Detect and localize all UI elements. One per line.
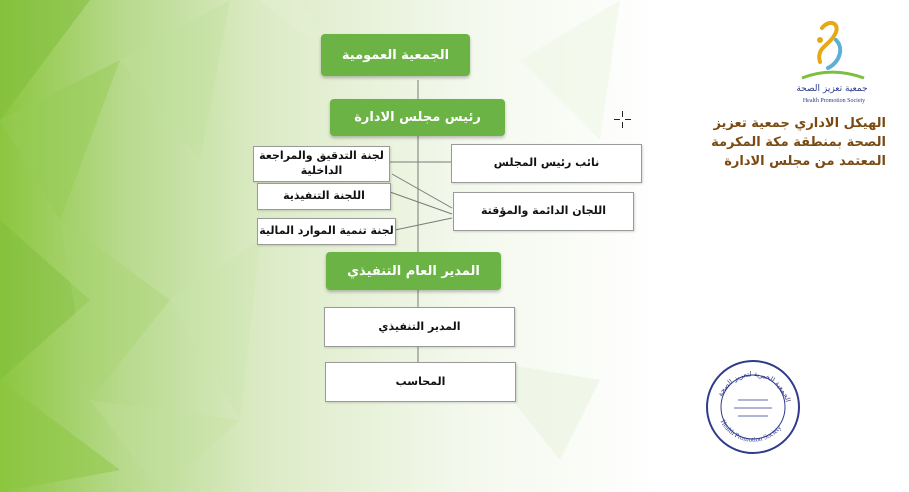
seal-english-text: Health Promotion Society [718, 418, 784, 444]
page-title: الهيكل الاداري جمعية تعزيز الصحة بمنطقة مكة المكرمة المعتمد من مجلس الادارة [711, 116, 886, 169]
accountant-box: المحاسب [325, 362, 516, 402]
vice-chair-box: نائب رئيس المجلس [451, 144, 642, 183]
board-chair-box: رئيس مجلس الادارة [330, 99, 505, 136]
ceo-box: المدير العام التنفيذي [326, 252, 501, 290]
standing-committees-box: اللجان الدائمة والمؤقتة [453, 192, 634, 231]
general-assembly-box: الجمعية العمومية [321, 34, 470, 76]
society-logo [782, 18, 882, 108]
logo-english-text: Health Promotion Society [802, 98, 866, 104]
crosshair-cursor-icon [614, 111, 631, 128]
society-seal [704, 358, 802, 456]
executive-manager-box: المدير التنفيذي [324, 307, 515, 347]
resources-committee-box: لجنة تنمية الموارد المالية [257, 218, 396, 245]
seal-arabic-text: الجمعية الخيرية لتعزيز الصحة [716, 370, 792, 403]
audit-committee-box: لجنة التدقيق والمراجعة الداخلية [253, 146, 390, 182]
executive-committee-box: اللجنة التنفيذية [257, 183, 391, 210]
logo-icon [782, 18, 882, 98]
logo-arabic-text: جمعية تعزيز الصحة [796, 84, 868, 94]
